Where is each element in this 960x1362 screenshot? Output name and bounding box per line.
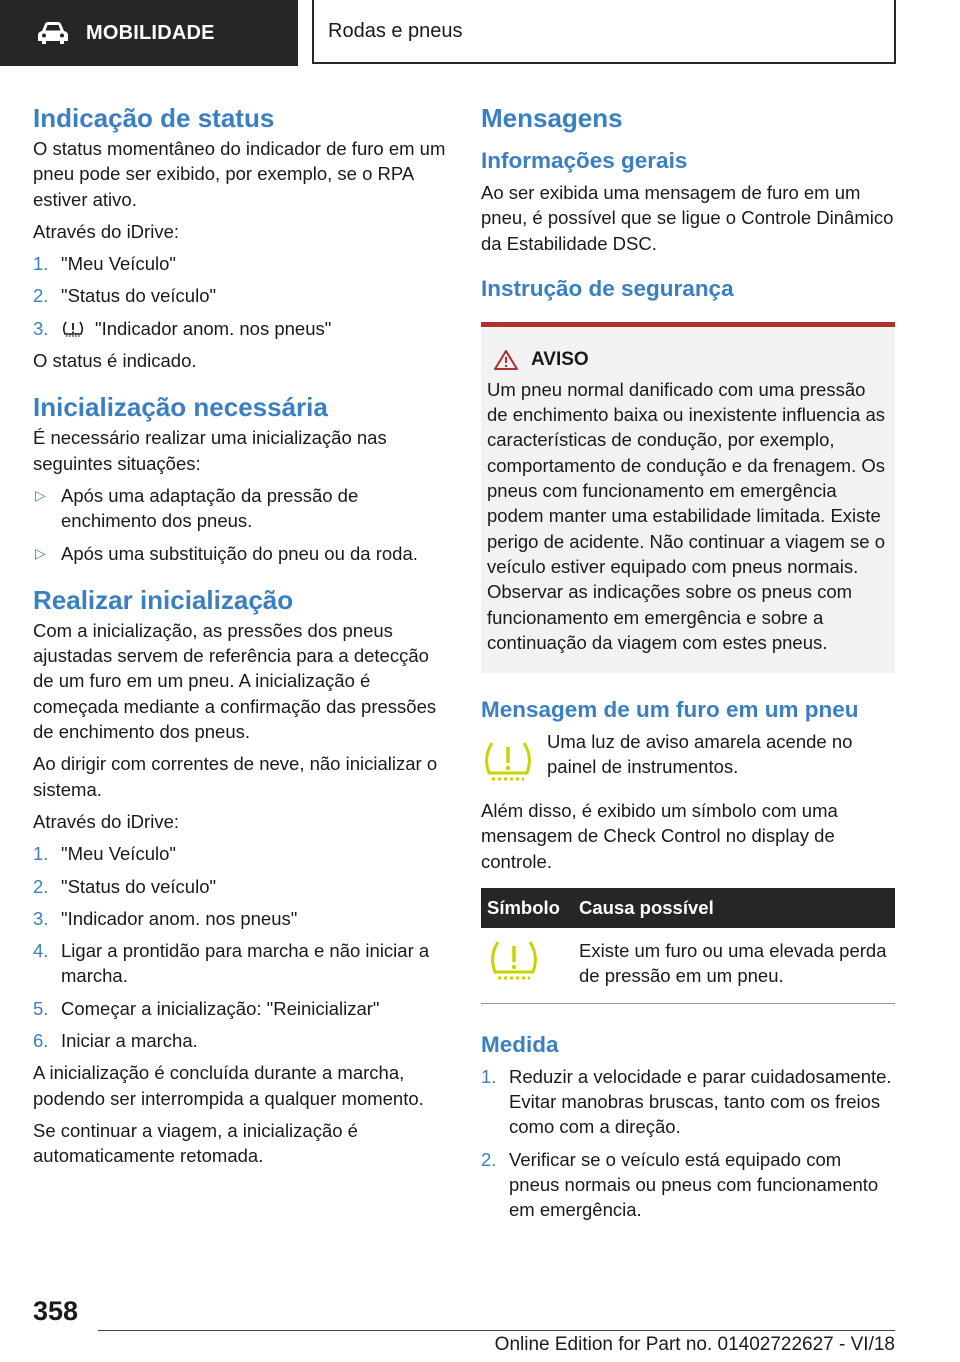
steps-list: [481, 1064, 895, 1223]
heading-safety: Instrução de segurança: [481, 275, 734, 301]
bullet-list: [33, 483, 447, 566]
paragraph: Com a inicialização, as pressões dos pneus ajustadas servem de referência para a detecção de um furo em um pneu. A inicialização é começada mediante a confirmação das pressões de enchimento dos pneus.: [33, 619, 437, 743]
warning-light-row: [481, 729, 895, 788]
heading-measure: Medida: [481, 1031, 559, 1057]
symbol-table: [481, 888, 895, 1004]
page-number: 358: [33, 1296, 79, 1326]
table-header: Causa possível: [573, 888, 895, 928]
table-cell: Existe um furo ou uma elevada perda de pressão em um pneu.: [573, 928, 895, 1003]
heading-status: Indicação de status: [33, 103, 275, 133]
list-item: 6. Iniciar a marcha.: [33, 1030, 198, 1052]
heading-do-init: Realizar inicialização: [33, 584, 294, 615]
right-column: [481, 102, 895, 1229]
list-item: 3. "Indicador anom. nos pneus": [33, 317, 332, 339]
paragraph: O status é indicado.: [33, 350, 197, 372]
paragraph: O status momentâneo do indicador de furo em um pneu pode ser exibido, por exemplo, se o RPA estiver ativo.: [33, 138, 446, 210]
list-item: 2. Verificar se o veículo está equipado com pneus normais ou pneus com funcionamento em emergência.: [481, 1148, 879, 1221]
section-tab: [0, 0, 298, 66]
tpms-icon: [61, 320, 85, 338]
warning-triangle-icon: [493, 349, 519, 371]
paragraph: Ao dirigir com correntes de neve, não inicializar o sistema.: [33, 753, 438, 800]
list-item: 2. "Status do veículo": [33, 875, 217, 897]
heading-init-needed: Inicialização necessária: [33, 392, 328, 423]
topic-title: Rodas e pneus: [328, 19, 463, 42]
warning-title: AVISO: [487, 349, 889, 371]
warning-text: Um pneu normal danificado com uma pressão de enchimento baixa ou inexistente influencia as características de condução, por exemplo, comportamento de condução e da frenagem. Os pneus com funcionamento em emergência podem manter uma estabilidade limitada. Existe perigo de acidente. Não continuar a viagem se o veículo estiver equipado com pneus normais. Observar as indicações sobre os pneus com funcionamento em emergência e sobre a continuação da viagem com estes pneus.: [487, 378, 886, 653]
tpms-icon: [487, 938, 541, 982]
paragraph: É necessário realizar uma inicialização nas seguintes situações:: [33, 427, 387, 474]
paragraph: Uma luz de aviso amarela acende no painel de instrumentos.: [547, 731, 853, 778]
left-column: [33, 102, 447, 1176]
list-item: 1. Reduzir a velocidade e parar cuidadosamente. Evitar manobras bruscas, tanto com os freios como com a direção.: [481, 1065, 892, 1138]
car-icon: [36, 20, 70, 46]
heading-general-info: Informações gerais: [481, 148, 688, 173]
edition-text: Online Edition for Part no. 01402722627 - VI/18: [494, 1334, 895, 1355]
paragraph: Ao ser exibida uma mensagem de furo em um pneu, é possível que se ligue o Controle Dinâmico da Estabilidade DSC.: [481, 182, 894, 254]
list-item: ▷ Após uma substituição do pneu ou da roda.: [35, 542, 418, 564]
list-item: 2. "Status do veículo": [33, 285, 217, 307]
paragraph: Se continuar a viagem, a inicialização é automaticamente retomada.: [33, 1119, 358, 1167]
footer-divider: [98, 1330, 895, 1331]
page-header: [0, 0, 960, 66]
steps-list: [33, 841, 447, 1053]
tpms-icon: [481, 739, 535, 783]
table-header-row: [481, 888, 895, 928]
paragraph: Além disso, é exibido um símbolo com uma mensagem de Check Control no display de controle.: [481, 800, 838, 872]
warning-box: [481, 322, 895, 673]
paragraph: A inicialização é concluída durante a marcha, podendo ser interrompida a qualquer momento.: [33, 1062, 424, 1109]
paragraph: Através do iDrive:: [33, 810, 179, 832]
heading-flat-tire-msg: Mensagem de um furo em um pneu: [481, 697, 859, 723]
list-item: 1. "Meu Veículo": [33, 843, 176, 865]
paragraph: Através do iDrive:: [33, 220, 179, 242]
heading-messages: Mensagens: [481, 103, 623, 133]
table-row: [481, 928, 895, 1003]
list-item: ▷ Após uma adaptação da pressão de enchimento dos pneus.: [35, 484, 359, 532]
list-item: 3. "Indicador anom. nos pneus": [33, 907, 298, 929]
steps-list: [33, 251, 447, 341]
list-item: 4. Ligar a prontidão para marcha e não iniciar a marcha.: [33, 940, 430, 987]
table-header: Símbolo: [481, 888, 573, 928]
list-item: 5. Começar a inicialização: "Reinicializar": [33, 997, 380, 1019]
topic-tab: [312, 0, 896, 64]
section-title: MOBILIDADE: [86, 21, 215, 44]
list-item: 1. "Meu Veículo": [33, 253, 176, 275]
